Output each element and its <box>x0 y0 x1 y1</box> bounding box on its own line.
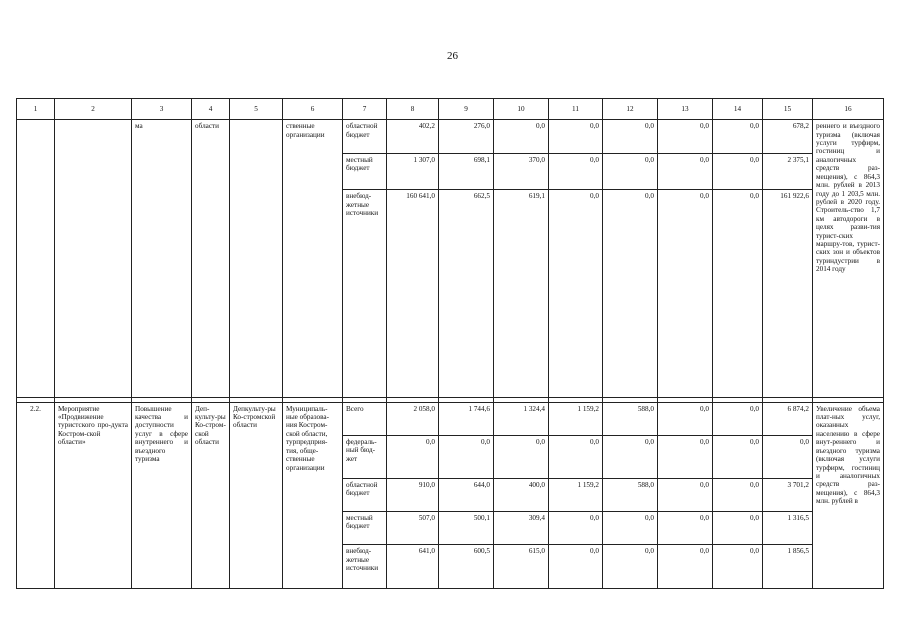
value-cell: 1 159,2 <box>549 402 603 435</box>
value-cell: 276,0 <box>439 120 494 153</box>
value-cell: 0,0 <box>713 120 763 153</box>
value-cell: 0,0 <box>713 153 763 189</box>
header-cell: 11 <box>549 99 603 120</box>
header-cell: 13 <box>658 99 713 120</box>
value-cell: 588,0 <box>603 402 658 435</box>
value-cell: 1 324,4 <box>494 402 549 435</box>
value-cell: 1 316,5 <box>763 512 813 545</box>
header-cell: 10 <box>494 99 549 120</box>
program-table <box>16 98 884 589</box>
value-cell: 0,0 <box>658 478 713 511</box>
value-cell: 0,0 <box>549 436 603 479</box>
header-cell: 16 <box>813 99 884 120</box>
name-cell <box>55 120 132 397</box>
source-cell: местный бюджет <box>343 153 387 189</box>
value-cell: 0,0 <box>763 436 813 479</box>
header-cell: 8 <box>387 99 439 120</box>
value-cell: 0,0 <box>603 436 658 479</box>
coexecutor-cell <box>230 120 283 397</box>
executor-cell: области <box>192 120 230 397</box>
goal-cell: ма <box>132 120 192 397</box>
value-cell: 0,0 <box>713 402 763 435</box>
value-cell: 0,0 <box>603 512 658 545</box>
value-cell: 0,0 <box>658 436 713 479</box>
result-cell: Увеличение объема плат-ных услуг, оказанных населению в сфере внут-реннего и въездного туризма (включая услуги турфирм, гостиниц и аналогичных средств раз-мещения), с 864,3 млн. рублей в <box>813 402 884 588</box>
result-cell: реннего и въездного туризма (включая услуги турфирм, гостиниц и аналогичных средств раз-мещения), с 864,3 млн. рублей в 2013 году до 1 203,5 млн. рублей в 2020 году. Строитель-ство 1,7 км автодороги в целях разви-тия турист-ских маршру-тов, турист-ских зон и объектов туриндустрии в 2014 году <box>813 120 884 397</box>
value-cell: 402,2 <box>387 120 439 153</box>
table-row <box>17 402 884 435</box>
source-cell: областной бюджет <box>343 120 387 153</box>
header-cell: 14 <box>713 99 763 120</box>
value-cell: 678,2 <box>763 120 813 153</box>
value-cell: 500,1 <box>439 512 494 545</box>
header-cell: 2 <box>55 99 132 120</box>
value-cell: 2 375,1 <box>763 153 813 189</box>
value-cell: 0,0 <box>713 545 763 589</box>
value-cell: 588,0 <box>603 478 658 511</box>
value-cell: 910,0 <box>387 478 439 511</box>
source-cell: федераль-ный бюд-жет <box>343 436 387 479</box>
header-cell: 5 <box>230 99 283 120</box>
header-cell: 1 <box>17 99 55 120</box>
value-cell: 0,0 <box>603 120 658 153</box>
value-cell: 641,0 <box>387 545 439 589</box>
table-row <box>17 120 884 153</box>
header-cell: 12 <box>603 99 658 120</box>
coexecutor-cell: Депкульту-ры Ко-стромской области <box>230 402 283 588</box>
header-cell: 6 <box>283 99 343 120</box>
value-cell: 600,5 <box>439 545 494 589</box>
source-cell: местный бюджет <box>343 512 387 545</box>
name-cell: Мероприятие «Продвижение туристского про-дукта Костром-ской области» <box>55 402 132 588</box>
goal-cell: Повышение качества и доступности услуг в сфере внутреннего и въездного туризма <box>132 402 192 588</box>
value-cell: 0,0 <box>658 402 713 435</box>
header-cell: 7 <box>343 99 387 120</box>
source-cell: областной бюджет <box>343 478 387 511</box>
value-cell: 0,0 <box>713 512 763 545</box>
executor-cell: Деп-культу-ры Ко-стром-ской области <box>192 402 230 588</box>
value-cell: 0,0 <box>439 436 494 479</box>
value-cell: 1 856,5 <box>763 545 813 589</box>
num-cell: 2.2. <box>17 402 55 588</box>
value-cell: 662,5 <box>439 190 494 398</box>
value-cell: 619,1 <box>494 190 549 398</box>
value-cell: 2 058,0 <box>387 402 439 435</box>
value-cell: 309,4 <box>494 512 549 545</box>
value-cell: 0,0 <box>549 153 603 189</box>
value-cell: 0,0 <box>494 436 549 479</box>
participants-cell: Муниципаль-ные образова-ния Костром-ской области, турпредприя-тия, обще-ственные организации <box>283 402 343 588</box>
value-cell: 0,0 <box>494 120 549 153</box>
value-cell: 0,0 <box>549 120 603 153</box>
value-cell: 698,1 <box>439 153 494 189</box>
header-cell: 3 <box>132 99 192 120</box>
value-cell: 1 744,6 <box>439 402 494 435</box>
value-cell: 1 307,0 <box>387 153 439 189</box>
value-cell: 0,0 <box>713 190 763 398</box>
header-row <box>17 99 884 120</box>
value-cell: 507,0 <box>387 512 439 545</box>
value-cell: 0,0 <box>713 436 763 479</box>
value-cell: 0,0 <box>603 545 658 589</box>
page-number: 26 <box>447 50 458 62</box>
header-cell: 9 <box>439 99 494 120</box>
value-cell: 0,0 <box>658 153 713 189</box>
value-cell: 0,0 <box>658 512 713 545</box>
source-cell: внебюд-жетные источники <box>343 545 387 589</box>
source-cell: Всего <box>343 402 387 435</box>
source-cell: внебюд-жетные источники <box>343 190 387 398</box>
value-cell: 400,0 <box>494 478 549 511</box>
value-cell: 0,0 <box>603 153 658 189</box>
value-cell: 0,0 <box>603 190 658 398</box>
value-cell: 615,0 <box>494 545 549 589</box>
header-cell: 15 <box>763 99 813 120</box>
value-cell: 160 641,0 <box>387 190 439 398</box>
header-cell: 4 <box>192 99 230 120</box>
value-cell: 0,0 <box>549 190 603 398</box>
table-body <box>17 99 884 589</box>
value-cell: 0,0 <box>658 190 713 398</box>
value-cell: 0,0 <box>549 545 603 589</box>
participants-cell: ственные организации <box>283 120 343 397</box>
value-cell: 0,0 <box>549 512 603 545</box>
value-cell: 370,0 <box>494 153 549 189</box>
value-cell: 1 159,2 <box>549 478 603 511</box>
value-cell: 3 701,2 <box>763 478 813 511</box>
value-cell: 6 874,2 <box>763 402 813 435</box>
value-cell: 0,0 <box>658 120 713 153</box>
num-cell <box>17 120 55 397</box>
value-cell: 0,0 <box>658 545 713 589</box>
value-cell: 161 922,6 <box>763 190 813 398</box>
value-cell: 0,0 <box>713 478 763 511</box>
value-cell: 644,0 <box>439 478 494 511</box>
value-cell: 0,0 <box>387 436 439 479</box>
